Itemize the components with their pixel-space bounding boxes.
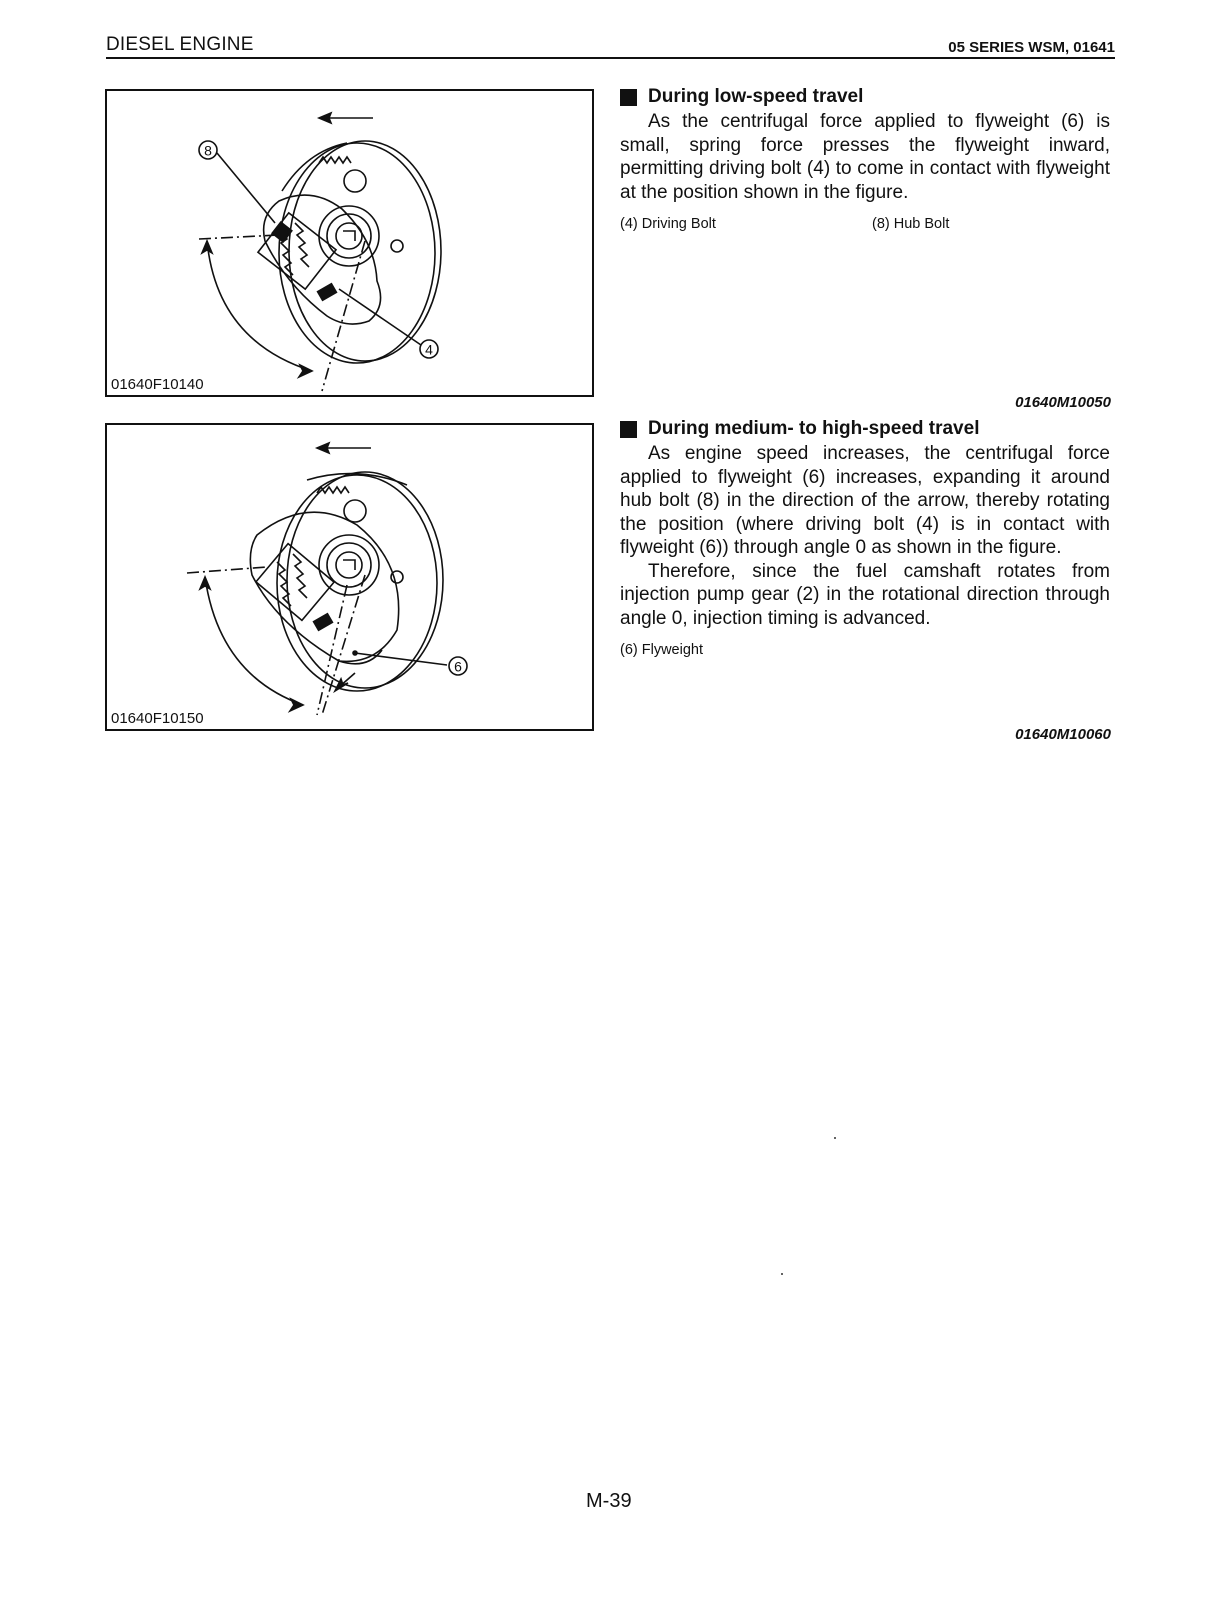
reference-code: 01640M10050 [1015,394,1111,411]
section-high-speed [620,418,1110,658]
section-low-speed [620,86,1110,232]
reference-code: 01640M10060 [1015,726,1111,743]
timer-diagram-low-speed [107,91,596,399]
legend-item: (6) Flyweight [620,642,703,658]
legend-item: (4) Driving Bolt [620,216,716,232]
legend-item: (8) Hub Bolt [872,216,950,232]
callout-8 [199,141,217,159]
page-number: M-39 [586,1490,632,1512]
bullet-square-icon [620,421,637,438]
figure-low-speed [105,89,594,397]
scan-speck [834,1137,836,1139]
scan-speck [781,1273,783,1275]
svg-text:8: 8 [204,142,212,159]
bullet-square-icon [620,89,637,106]
callout-4 [420,340,438,358]
figure-code: 01640F10140 [111,376,204,393]
timer-diagram-high-speed [107,425,596,733]
section-paragraph: Therefore, since the fuel camshaft rotates from injection pump gear (2) in the rotational direction through angle 0, injection timing is advanced. [620,560,1110,629]
section-heading-text: During medium- to high-speed travel [648,418,980,439]
section-heading-text: During low-speed travel [648,86,864,107]
header-divider [106,57,1115,59]
svg-text:4: 4 [425,341,433,358]
figure-legend [620,642,1110,658]
manual-series-code: 05 SERIES WSM, 01641 [948,39,1115,56]
figure-code: 01640F10150 [111,710,204,727]
manual-section-title: DIESEL ENGINE [106,34,254,55]
figure-legend [620,216,1110,232]
figure-high-speed [105,423,594,731]
callout-6 [449,657,467,675]
section-heading [620,86,1110,108]
section-paragraph: As the centrifugal force applied to flyweight (6) is small, spring force presses the flyweight inward, permitting driving bolt (4) to come in contact with flyweight at the position shown in the figure. [620,111,1110,203]
svg-text:6: 6 [454,658,462,675]
section-paragraph: As engine speed increases, the centrifugal force applied to flyweight (6) increases, expanding it around hub bolt (8) in the direction of the arrow, thereby rotating the position (where driving bolt (4) is in contact with flyweight (6)) through angle 0 as shown in the figure. [620,443,1110,558]
section-heading [620,418,1110,440]
